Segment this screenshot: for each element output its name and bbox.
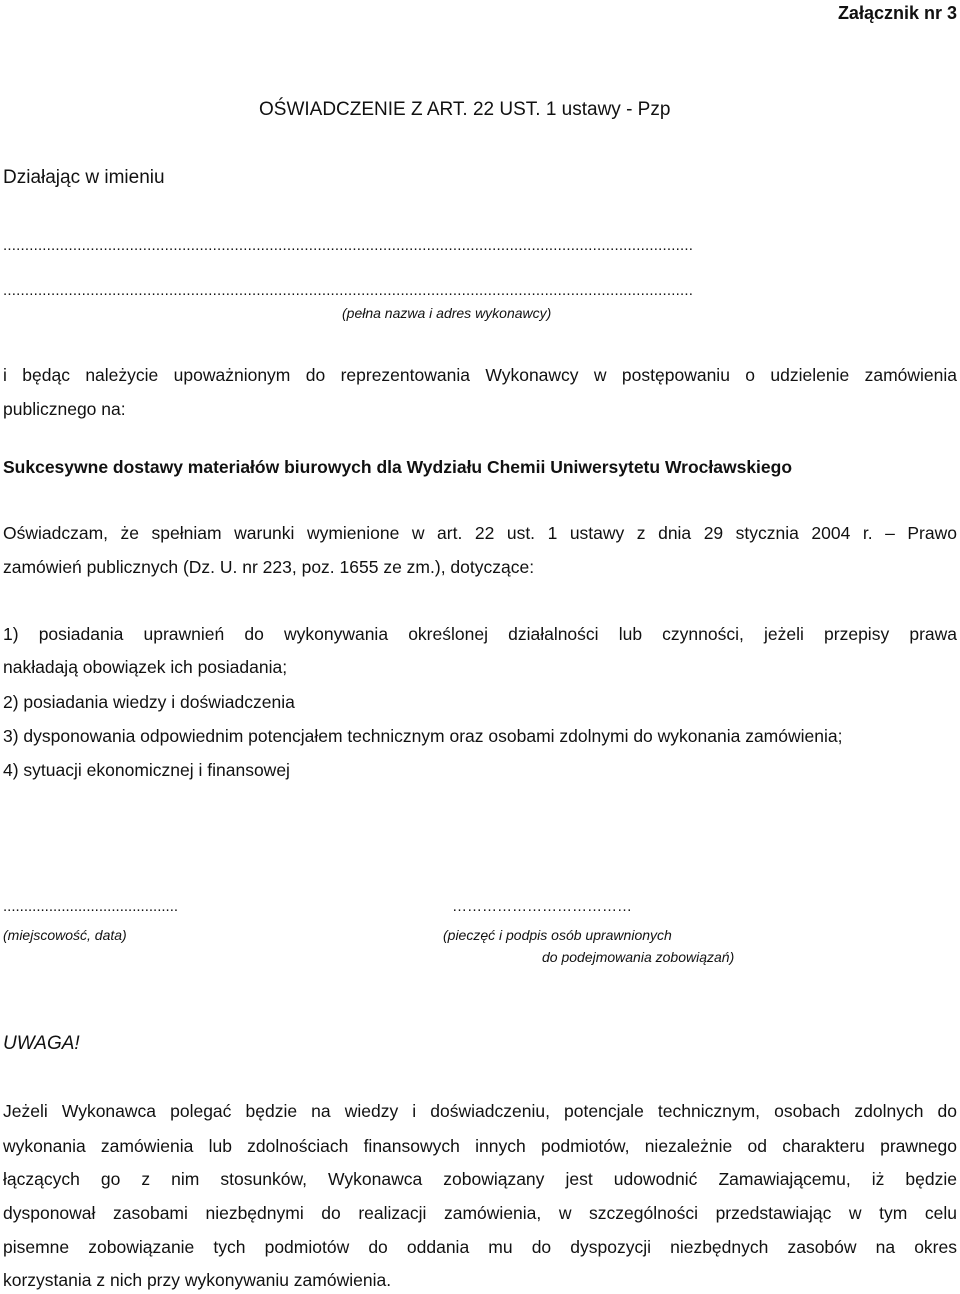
notice-line: dysponował zasobami niezbędnymi do realizacji zamówienia, w szczególności przedstawiając w tym celu [3, 1203, 957, 1223]
authorization-line: publicznego na: [3, 399, 126, 419]
declaration-line: zamówień publicznych (Dz. U. nr 223, poz. 1655 ze zm.), dotyczące: [3, 557, 535, 577]
attachment-label: Załącznik nr 3 [837, 3, 957, 23]
notice-line: Jeżeli Wykonawca polegać będzie na wiedzy i doświadczeniu, potencjale technicznym, osobach zdolnych do [3, 1101, 957, 1121]
procurement-subject: Sukcesywne dostawy materiałów biurowych dla Wydziału Chemii Uniwersytetu Wrocławskiego [3, 457, 793, 477]
notice-line: korzystania z nich przy wykonywaniu zamówienia. [3, 1270, 392, 1290]
notice-line: pisemne zobowiązanie tych podmiotów do oddania mu do dyspozycji niezbędnych zasobów na okres [3, 1237, 957, 1257]
condition-item: 2) posiadania wiedzy i doświadczenia [3, 692, 295, 712]
signature-dotted-line: ……………………………… [452, 898, 632, 915]
condition-item: 3) dysponowania odpowiednim potencjałem technicznym oraz osobami zdolnymi do wykonania zamówienia; [3, 726, 843, 746]
contractor-dotted-line-2: .............................................................................................................................................................. [3, 282, 694, 299]
notice-line: łączących go z nim stosunków, Wykonawca zobowiązany jest udowodnić Zamawiającemu, iż będzie [3, 1169, 957, 1189]
condition-item: nakładają obowiązek ich posiadania; [3, 657, 288, 677]
declaration-line: Oświadczam, że spełniam warunki wymienione w art. 22 ust. 1 ustawy z dnia 29 stycznia 2004 r. – Prawo [3, 523, 957, 543]
warning-heading: UWAGA! [3, 1033, 80, 1054]
condition-item: 4) sytuacji ekonomicznej i finansowej [3, 760, 290, 780]
acting-on-behalf-label: Działając w imieniu [3, 167, 165, 188]
contractor-dotted-line-1: .............................................................................................................................................................. [3, 237, 694, 254]
condition-item: 1) posiadania uprawnień do wykonywania określonej działalności lub czynności, jeżeli przepisy prawa [3, 624, 957, 644]
contractor-caption: (pełna nazwa i adres wykonawcy) [342, 305, 552, 321]
signature-caption: do podejmowania zobowiązań) [542, 949, 735, 965]
notice-line: wykonania zamówienia lub zdolnościach finansowych innych podmiotów, niezależnie od charakteru prawnego [3, 1136, 957, 1156]
document-title: OŚWIADCZENIE Z ART. 22 UST. 1 ustawy - Pzp [259, 99, 671, 120]
place-date-dotted-line: .......................................... [3, 898, 179, 915]
place-date-caption: (miejscowość, data) [3, 927, 127, 943]
signature-caption: (pieczęć i podpis osób uprawnionych [443, 927, 672, 943]
authorization-line: i będąc należycie upoważnionym do reprezentowania Wykonawcy w postępowaniu o udzielenie zamówienia [3, 365, 957, 385]
